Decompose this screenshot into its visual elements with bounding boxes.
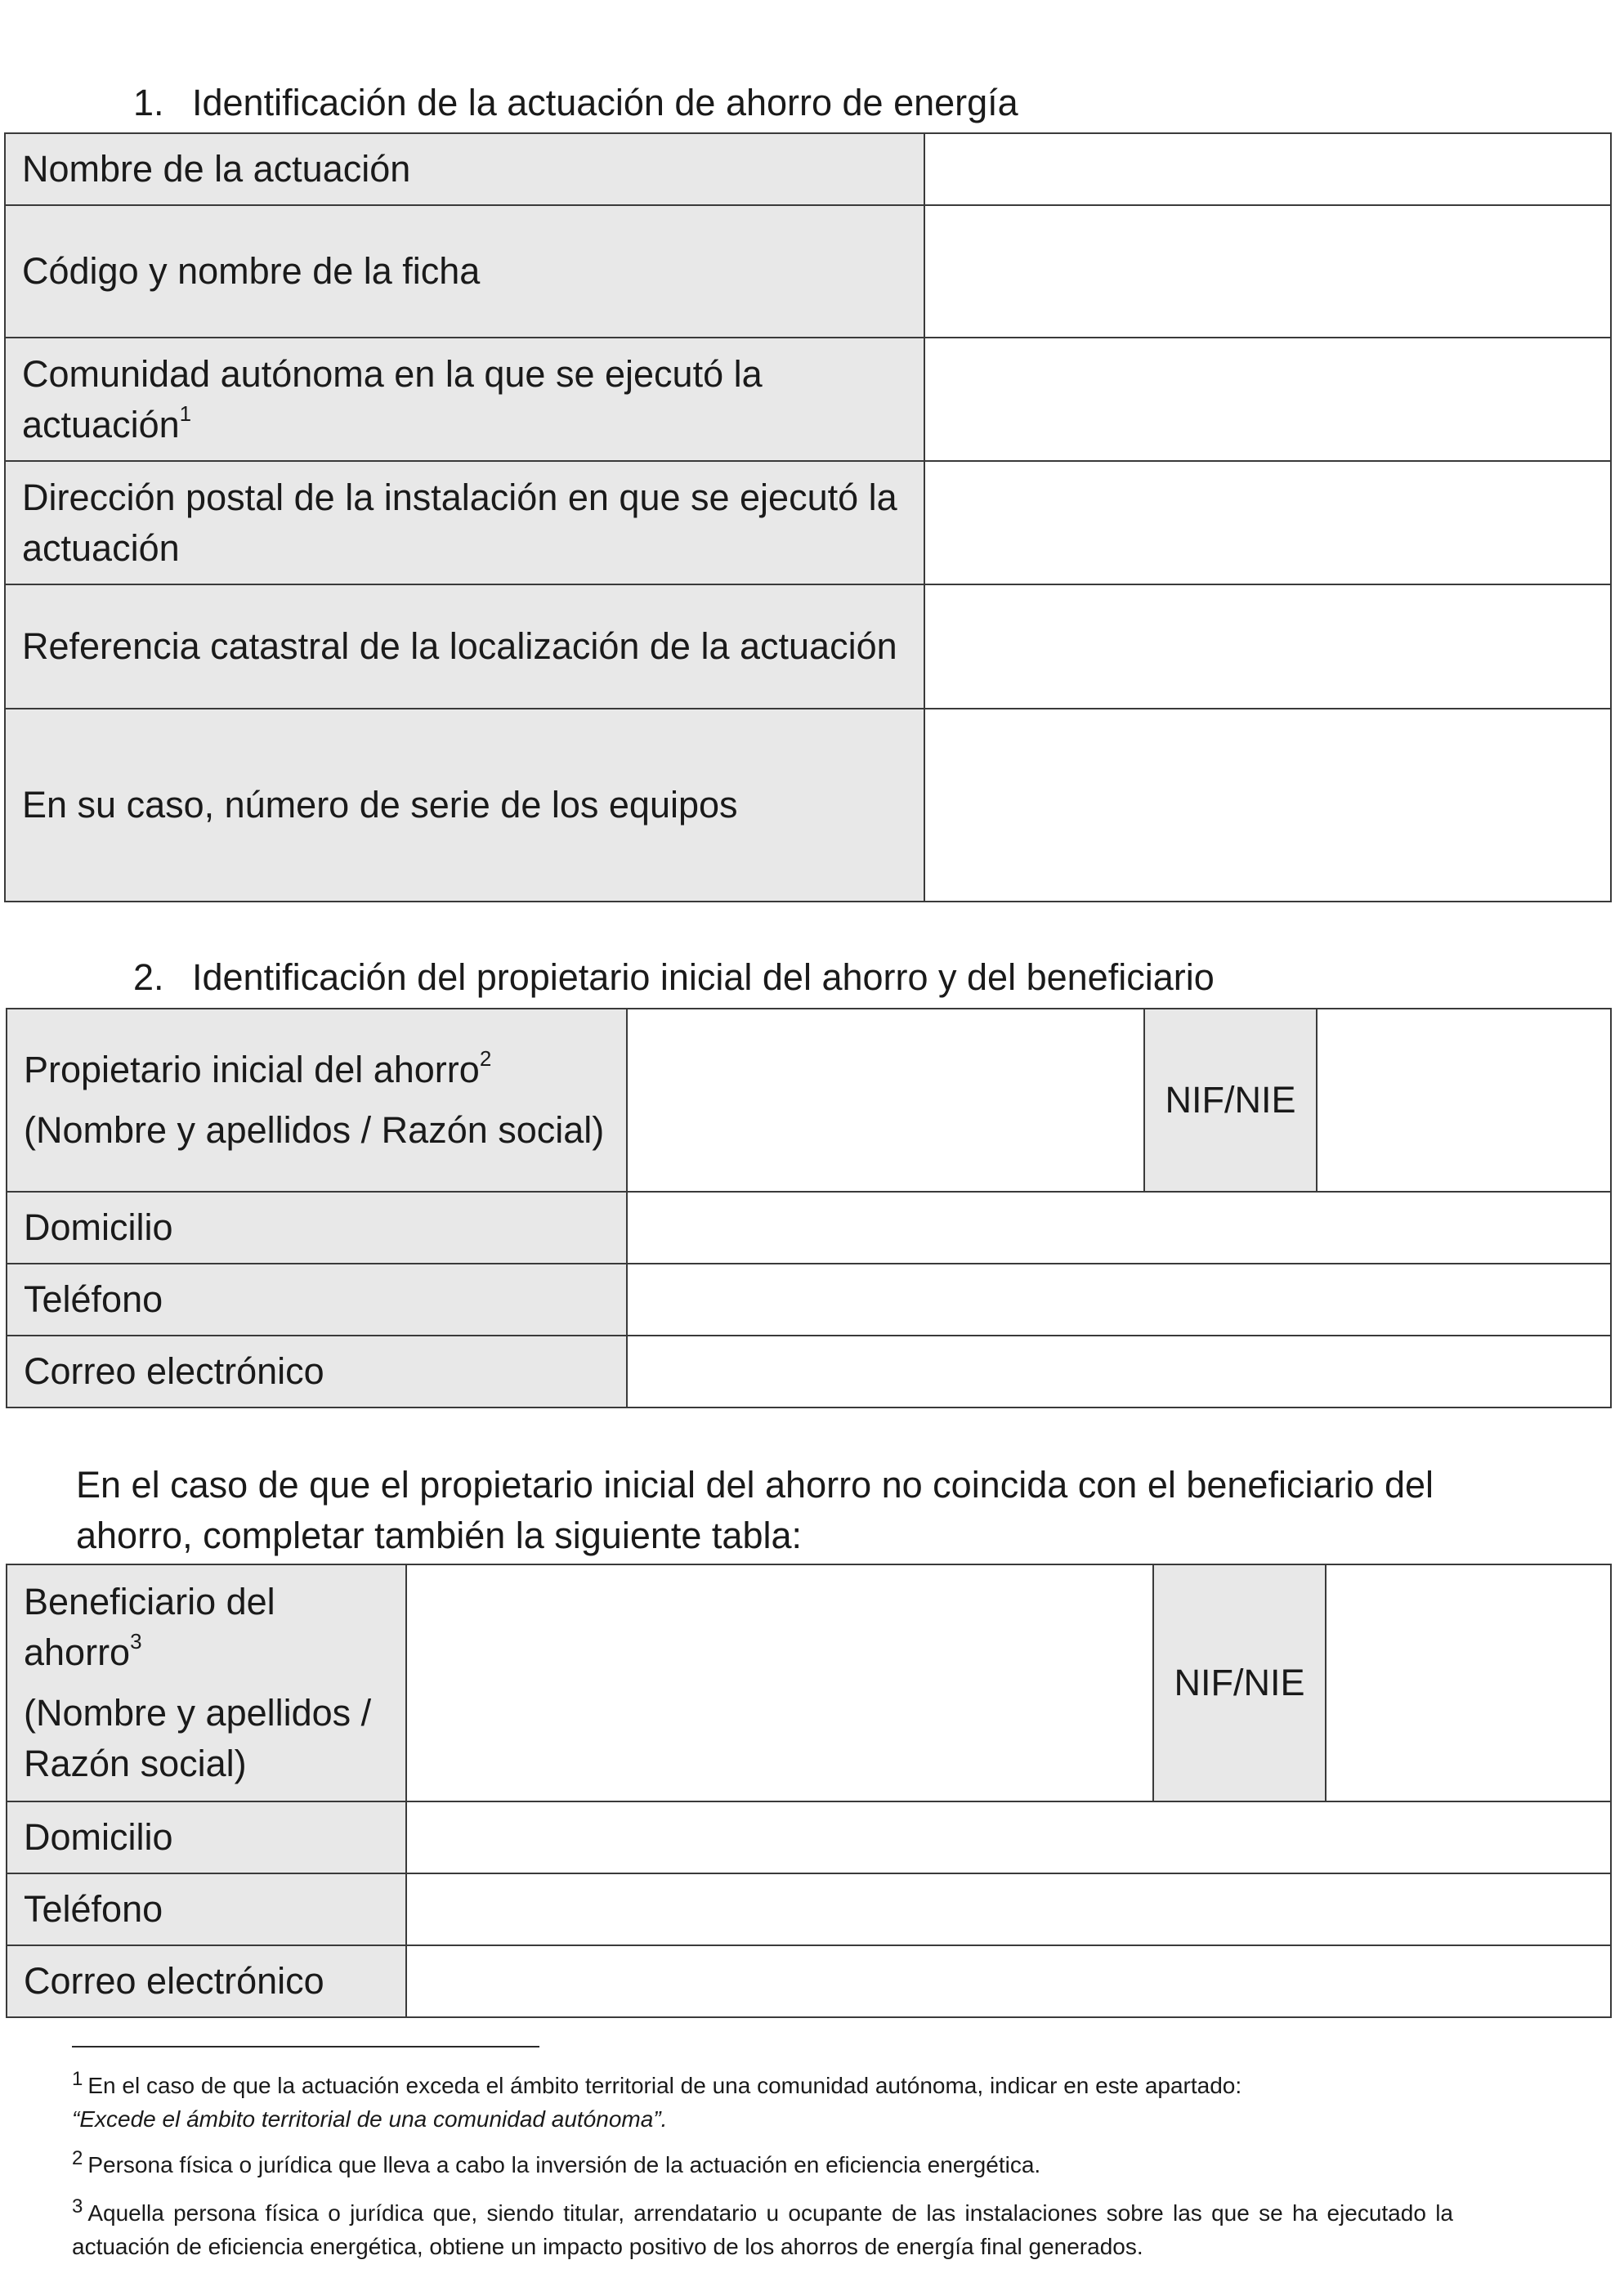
owner-nif-field[interactable]	[1317, 1009, 1611, 1192]
sheet-code-field[interactable]	[924, 205, 1611, 338]
serial-number-field[interactable]	[924, 709, 1611, 902]
owner-name-field[interactable]	[627, 1009, 1144, 1192]
section2-number: 2.	[133, 956, 164, 998]
serial-number-label: En su caso, número de serie de los equipos	[5, 709, 924, 902]
action-name-label: Nombre de la actuación	[5, 133, 924, 205]
table-row	[7, 1264, 1611, 1336]
table-row	[7, 1336, 1611, 1407]
autonomous-community-field[interactable]	[924, 338, 1611, 461]
section1-number: 1.	[133, 82, 164, 123]
footnote-text: En el caso de que la actuación exceda el ámbito territorial de una comunidad autónoma, indicar en este apartado:	[87, 2073, 1242, 2098]
footnote-2	[72, 2148, 1453, 2182]
owner-phone-field[interactable]	[627, 1264, 1611, 1336]
table-row	[5, 584, 1611, 709]
postal-address-label: Dirección postal de la instalación en que se ejecutó la actuación	[5, 461, 924, 584]
action-name-field[interactable]	[924, 133, 1611, 205]
owner-phone-label: Teléfono	[7, 1264, 627, 1336]
table-row	[7, 1564, 1611, 1801]
cadastral-reference-field[interactable]	[924, 584, 1611, 709]
beneficiary-table	[6, 1564, 1612, 2018]
table-row	[5, 205, 1611, 338]
table-row	[5, 338, 1611, 461]
section1-title: Identificación de la actuación de ahorro de energía	[192, 82, 1018, 123]
owner-address-field[interactable]	[627, 1192, 1611, 1264]
table-row	[5, 461, 1611, 584]
footnote-mark: 1	[72, 2068, 83, 2090]
table-row	[7, 1873, 1611, 1945]
table-row	[7, 1945, 1611, 2017]
beneficiary-email-field[interactable]	[406, 1945, 1611, 2017]
owner-nif-label: NIF/NIE	[1144, 1009, 1317, 1192]
beneficiary-address-label: Domicilio	[7, 1801, 406, 1873]
table-row	[5, 709, 1611, 902]
footnote-separator	[72, 2046, 539, 2047]
autonomous-community-label: Comunidad autónoma en la que se ejecutó la actuación$^1$	[5, 338, 924, 461]
footnote-mark: 3	[72, 2195, 83, 2218]
owner-address-label: Domicilio	[7, 1192, 627, 1264]
beneficiary-phone-field[interactable]	[406, 1873, 1611, 1945]
action-identification-table	[4, 132, 1612, 902]
sheet-code-label: Código y nombre de la ficha	[5, 205, 924, 338]
postal-address-field[interactable]	[924, 461, 1611, 584]
owner-email-label: Correo electrónico	[7, 1336, 627, 1407]
footnote-ref-2: 2	[479, 1046, 492, 1071]
beneficiary-name-label: Beneficiario del ahorro$^3$ (Nombre y apellidos / Razón social)	[7, 1564, 406, 1801]
footnote-1	[72, 2069, 1453, 2136]
beneficiary-phone-label: Teléfono	[7, 1873, 406, 1945]
footnote-text: Aquella persona física o jurídica que, siendo titular, arrendatario u ocupante de las instalaciones sobre las que se ha ejecutado la actuación de eficiencia energética, obtiene un impacto positivo de los ahorros de energía final generados.	[72, 2200, 1453, 2259]
section1-heading	[133, 80, 1018, 126]
table-row	[7, 1801, 1611, 1873]
footnote-ref-1: 1	[179, 401, 192, 426]
owner-email-field[interactable]	[627, 1336, 1611, 1407]
beneficiary-nif-label: NIF/NIE	[1153, 1564, 1326, 1801]
section2-heading	[133, 955, 1215, 1000]
owner-name-label: Propietario inicial del ahorro$^2$ (Nombre y apellidos / Razón social)	[7, 1009, 627, 1192]
footnote-text: Persona física o jurídica que lleva a cabo la inversión de la actuación en eficiencia energética.	[87, 2152, 1041, 2177]
footnote-ref-3: 3	[130, 1629, 142, 1654]
footnote-quote: “Excede el ámbito territorial de una comunidad autónoma”.	[72, 2106, 668, 2132]
owner-table	[6, 1008, 1612, 1408]
section2-title: Identificación del propietario inicial del ahorro y del beneficiario	[192, 956, 1215, 998]
beneficiary-email-label: Correo electrónico	[7, 1945, 406, 2017]
beneficiary-address-field[interactable]	[406, 1801, 1611, 1873]
footnote-3	[72, 2196, 1453, 2263]
beneficiary-instruction: En el caso de que el propietario inicial del ahorro no coincida con el beneficiario del ahorro, completar también la siguiente tabla:	[76, 1464, 1434, 1556]
table-row	[7, 1009, 1611, 1192]
table-row	[7, 1192, 1611, 1264]
cadastral-reference-label: Referencia catastral de la localización de la actuación	[5, 584, 924, 709]
table-row	[5, 133, 1611, 205]
footnote-mark: 2	[72, 2147, 83, 2169]
beneficiary-nif-field[interactable]	[1326, 1564, 1611, 1801]
beneficiary-name-field[interactable]	[406, 1564, 1153, 1801]
